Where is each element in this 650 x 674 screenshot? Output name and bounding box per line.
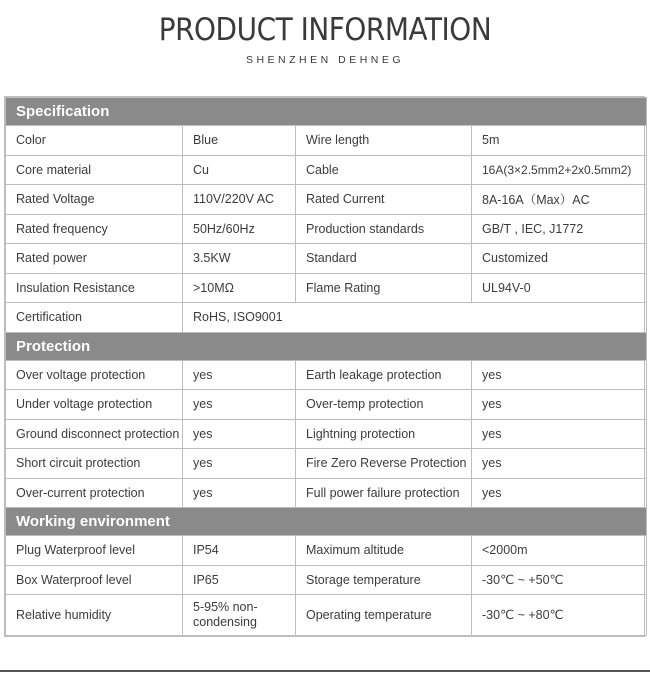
- product-info-table: [4, 96, 645, 637]
- table-row: [6, 126, 647, 156]
- environment-label: Relative humidity: [6, 595, 183, 636]
- section-header-working-environment: Working environment: [6, 508, 647, 536]
- section-header-specification: Specification: [6, 98, 647, 126]
- protection-value: yes: [183, 419, 296, 449]
- environment-label: Maximum altitude: [296, 536, 472, 566]
- environment-value: IP65: [183, 565, 296, 595]
- spec-value: 50Hz/60Hz: [183, 214, 296, 244]
- spec-label: Production standards: [296, 214, 472, 244]
- bottom-divider: [0, 670, 650, 672]
- table-row: [6, 565, 647, 595]
- environment-value: -30℃ ~ +80℃: [472, 595, 647, 636]
- protection-value: yes: [183, 449, 296, 479]
- spec-value: RoHS, ISO9001: [183, 303, 647, 333]
- spec-label: Color: [6, 126, 183, 156]
- environment-label: Operating temperature: [296, 595, 472, 636]
- protection-label: Earth leakage protection: [296, 360, 472, 390]
- table-row: [6, 214, 647, 244]
- protection-value: yes: [183, 360, 296, 390]
- table-row: [6, 478, 647, 508]
- environment-value: <2000m: [472, 536, 647, 566]
- protection-label: Lightning protection: [296, 419, 472, 449]
- table-row: [6, 419, 647, 449]
- environment-value: -30℃ ~ +50℃: [472, 565, 647, 595]
- protection-value: yes: [472, 390, 647, 420]
- spec-label: Insulation Resistance: [6, 273, 183, 303]
- spec-value: 5m: [472, 126, 647, 156]
- environment-value: 5-95% non-condensing: [183, 595, 296, 636]
- table-row: [6, 155, 647, 185]
- spec-value: UL94V-0: [472, 273, 647, 303]
- spec-value: Blue: [183, 126, 296, 156]
- protection-value: yes: [472, 419, 647, 449]
- table-row: [6, 185, 647, 215]
- spec-value: Customized: [472, 244, 647, 274]
- spec-label: Rated Current: [296, 185, 472, 215]
- environment-label: Plug Waterproof level: [6, 536, 183, 566]
- company-subtitle: SHENZHEN DEHNEG: [245, 54, 405, 66]
- environment-label: Storage temperature: [296, 565, 472, 595]
- environment-value: IP54: [183, 536, 296, 566]
- protection-label: Under voltage protection: [6, 390, 183, 420]
- spec-value: 16A(3×2.5mm2+2x0.5mm2): [472, 155, 647, 185]
- page-title: PRODUCT INFORMATION: [158, 12, 492, 48]
- protection-value: yes: [472, 449, 647, 479]
- protection-label: Short circuit protection: [6, 449, 183, 479]
- protection-label: Full power failure protection: [296, 478, 472, 508]
- table-row: [6, 390, 647, 420]
- table-row: [6, 244, 647, 274]
- spec-label: Core material: [6, 155, 183, 185]
- spec-value: >10MΩ: [183, 273, 296, 303]
- table-row: [6, 303, 647, 333]
- table-row: [6, 449, 647, 479]
- spec-value: GB/T , IEC, J1772: [472, 214, 647, 244]
- protection-label: Over-temp protection: [296, 390, 472, 420]
- spec-label: Flame Rating: [296, 273, 472, 303]
- section-header-protection: Protection: [6, 332, 647, 360]
- protection-label: Over voltage protection: [6, 360, 183, 390]
- spec-value: Cu: [183, 155, 296, 185]
- spec-label: Rated power: [6, 244, 183, 274]
- spec-label: Rated frequency: [6, 214, 183, 244]
- protection-value: yes: [472, 478, 647, 508]
- protection-value: yes: [183, 390, 296, 420]
- spec-value: 8A-16A（Max）AC: [472, 185, 647, 215]
- table-row: [6, 595, 647, 636]
- spec-label: Cable: [296, 155, 472, 185]
- spec-value: 3.5KW: [183, 244, 296, 274]
- spec-value: 110V/220V AC: [183, 185, 296, 215]
- table-row: [6, 536, 647, 566]
- spec-label: Standard: [296, 244, 472, 274]
- spec-label: Rated Voltage: [6, 185, 183, 215]
- protection-label: Over-current protection: [6, 478, 183, 508]
- protection-value: yes: [472, 360, 647, 390]
- protection-label: Ground disconnect protection: [6, 419, 183, 449]
- protection-label: Fire Zero Reverse Protection: [296, 449, 472, 479]
- table-row: [6, 360, 647, 390]
- spec-label: Certification: [6, 303, 183, 333]
- table-row: [6, 273, 647, 303]
- environment-label: Box Waterproof level: [6, 565, 183, 595]
- spec-label: Wire length: [296, 126, 472, 156]
- protection-value: yes: [183, 478, 296, 508]
